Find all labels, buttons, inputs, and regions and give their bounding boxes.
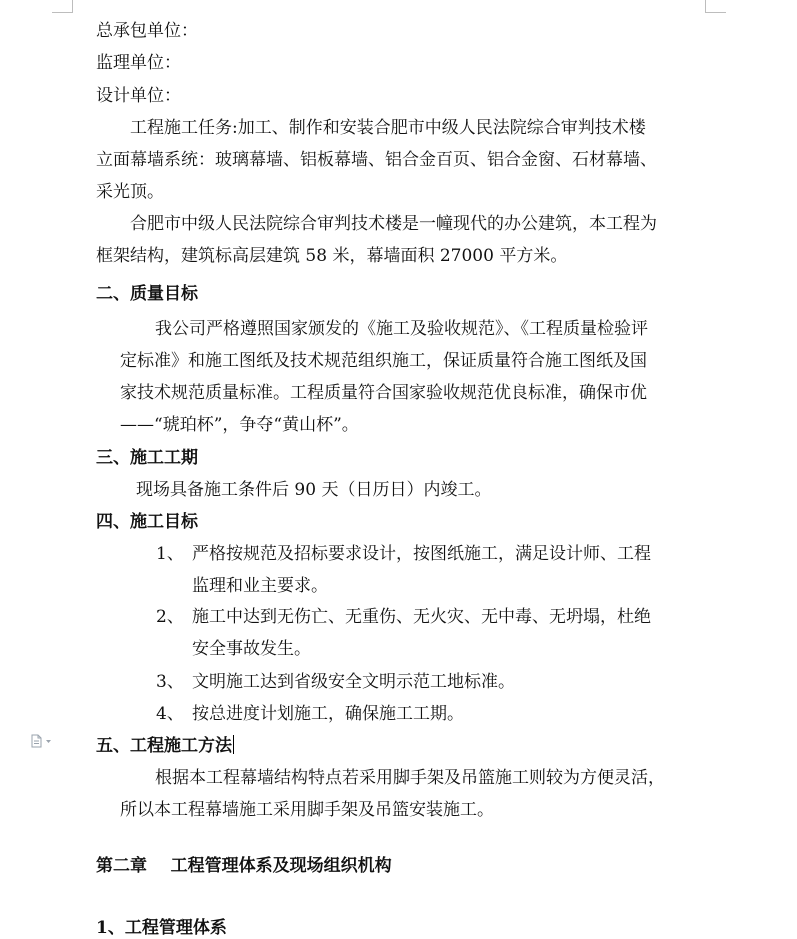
target-item-2-line-2: 安全事故发生。	[192, 639, 311, 659]
method-heading-text: 五、工程施工方法	[96, 736, 232, 756]
method-line-1: 根据本工程幕墙结构特点若采用脚手架及吊篮施工则较为方便灵活，	[155, 768, 665, 788]
overview-line-2: 框架结构，建筑标高层建筑 58 米，幕墙面积 27000 平方米。	[96, 246, 568, 266]
target-item-4-line-1: 按总进度计划施工，确保施工工期。	[192, 704, 464, 724]
target-item-1-line-2: 监理和业主要求。	[192, 576, 328, 596]
task-line-2: 立面幕墙系统：玻璃幕墙、铝板幕墙、铝合金百页、铝合金窗、石材幕墙、	[96, 150, 657, 170]
overview-line-1: 合肥市中级人民法院综合审判技术楼是一幢现代的办公建筑，本工程为	[130, 214, 657, 234]
general-contractor-label: 总承包单位：	[96, 21, 198, 41]
target-number: 3、	[156, 672, 184, 692]
schedule-line-1: 现场具备施工条件后 90 天（日历日）内竣工。	[136, 480, 492, 500]
target-item-1-line-1: 严格按规范及招标要求设计，按图纸施工，满足设计师、工程	[192, 544, 651, 564]
document-dropdown-icon[interactable]	[30, 733, 56, 747]
target-item-2-line-1: 施工中达到无伤亡、无重伤、无火灾、无中毒、无坍塌，杜绝	[192, 607, 651, 627]
method-line-2: 所以本工程幕墙施工采用脚手架及吊篮安装施工。	[120, 800, 494, 820]
chapter-2-heading: 第二章 工程管理体系及现场组织机构	[96, 856, 392, 876]
schedule-heading: 三、施工工期	[96, 448, 198, 468]
text-caret	[233, 735, 234, 754]
method-heading	[96, 735, 234, 757]
target-number: 1、	[156, 544, 184, 564]
quality-line-1: 我公司严格遵照国家颁发的《施工及验收规范》、《工程质量检验评	[155, 319, 648, 339]
quality-heading: 二、质量目标	[96, 284, 198, 304]
quality-line-2: 定标准》和施工图纸及技术规范组织施工，保证质量符合施工图纸及国	[120, 351, 647, 371]
supervision-label: 监理单位：	[96, 53, 181, 73]
targets-heading: 四、施工目标	[96, 512, 198, 532]
target-item-3-line-1: 文明施工达到省级安全文明示范工地标准。	[192, 672, 515, 692]
target-number: 2、	[156, 607, 184, 627]
task-line-1: 工程施工任务:加工、制作和安装合肥市中级人民法院综合审判技术楼	[130, 118, 646, 138]
quality-line-4: ——“琥珀杯”，争夺“黄山杯”。	[120, 415, 359, 435]
page-corner-marker-right	[705, 0, 726, 13]
target-number: 4、	[156, 704, 184, 724]
chapter-2-subheading: 1、工程管理体系	[96, 918, 227, 938]
quality-line-3: 家技术规范质量标准。工程质量符合国家验收规范优良标准，确保市优	[120, 383, 647, 403]
design-label: 设计单位：	[96, 86, 181, 106]
task-line-3: 采光顶。	[96, 182, 164, 202]
page-corner-marker-left	[52, 0, 73, 13]
